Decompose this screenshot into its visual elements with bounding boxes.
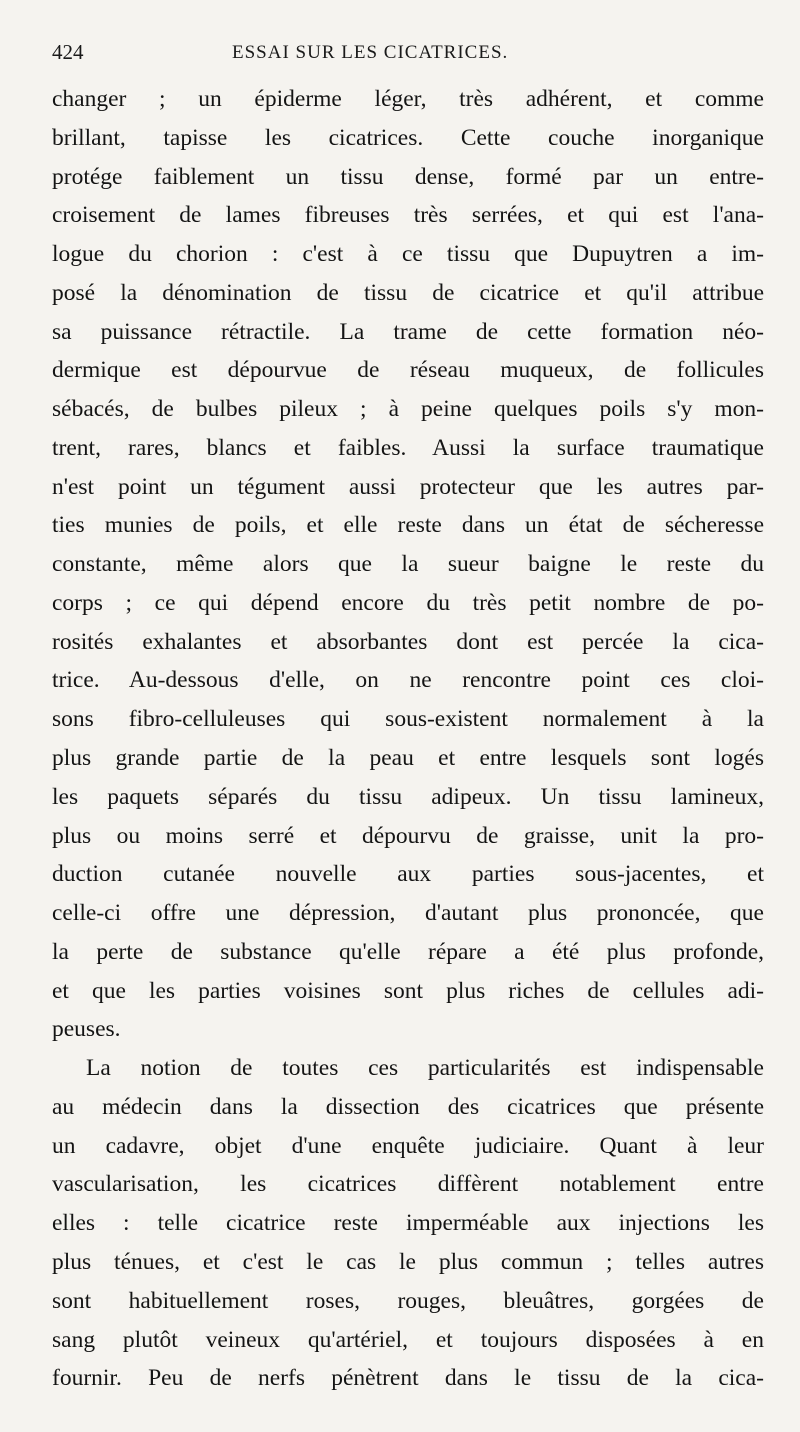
page-number: 424	[52, 40, 84, 64]
text-line: trent, rares, blancs et faibles. Aussi la surface traumatique	[52, 434, 764, 461]
text-line: et que les parties voisines sont plus riches de cellules adi-	[52, 977, 764, 1004]
text-line: protége faiblement un tissu dense, formé par un entre-	[52, 163, 764, 190]
text-line: ties munies de poils, et elle reste dans un état de sécheresse	[52, 512, 764, 539]
text-line: changer ; un épiderme léger, très adhérent, et comme	[52, 86, 764, 112]
text-line: constante, même alors que la sueur baigne le reste du	[52, 551, 764, 578]
paragraph-first-line: La notion de toutes ces particularités est indispensable	[86, 1055, 764, 1082]
text-line: vascularisation, les cicatrices diffèrent notablement entre	[52, 1171, 764, 1198]
text-line: rosités exhalantes et absorbantes dont est percée la cica-	[52, 628, 764, 655]
text-line: plus grande partie de la peau et entre lesquels sont logés	[52, 745, 764, 772]
text-line: sang plutôt veineux qu'artériel, et toujours disposées à en	[52, 1326, 764, 1353]
text-line: duction cutanée nouvelle aux parties sous-jacentes, et	[52, 861, 764, 888]
text-line: corps ; ce qui dépend encore du très petit nombre de po-	[52, 589, 764, 616]
text-line: sons fibro-celluleuses qui sous-existent normalement à la	[52, 706, 764, 733]
text-line: logue du chorion : c'est à ce tissu que Dupuytren a im-	[52, 241, 764, 268]
body-text	[52, 80, 764, 1398]
text-line: un cadavre, objet d'une enquête judiciaire. Quant à leur	[52, 1132, 764, 1159]
text-line: sébacés, de bulbes pileux ; à peine quelques poils s'y mon-	[52, 396, 764, 423]
text-line: trice. Au-dessous d'elle, on ne rencontre point ces cloi-	[52, 667, 764, 694]
text-line: celle-ci offre une dépression, d'autant plus prononcée, que	[52, 900, 764, 927]
text-line: la perte de substance qu'elle répare a été plus profonde,	[52, 938, 764, 965]
text-line: dermique est dépourvue de réseau muqueux, de follicules	[52, 357, 764, 384]
text-line: sa puissance rétractile. La trame de cette formation néo-	[52, 318, 764, 345]
running-title: ESSAI SUR LES CICATRICES.	[232, 42, 509, 63]
text-line: les paquets séparés du tissu adipeux. Un tissu lamineux,	[52, 783, 764, 810]
text-line: elles : telle cicatrice reste imperméable aux injections les	[52, 1210, 764, 1237]
text-line: sont habituellement roses, rouges, bleuâtres, gorgées de	[52, 1287, 764, 1314]
paragraph-last-line: peuses.	[52, 1016, 121, 1043]
text-line: posé la dénomination de tissu de cicatrice et qu'il attribue	[52, 279, 764, 306]
text-line: plus ou moins serré et dépourvu de graisse, unit la pro-	[52, 822, 764, 849]
text-line: fournir. Peu de nerfs pénètrent dans le tissu de la cica-	[52, 1365, 764, 1392]
page-header	[52, 40, 762, 74]
text-line: n'est point un tégument aussi protecteur que les autres par-	[52, 473, 764, 500]
text-line: brillant, tapisse les cicatrices. Cette couche inorganique	[52, 124, 764, 151]
text-line: au médecin dans la dissection des cicatrices que présente	[52, 1093, 764, 1120]
text-line: croisement de lames fibreuses très serrées, et qui est l'ana-	[52, 202, 764, 229]
text-line: plus ténues, et c'est le cas le plus commun ; telles autres	[52, 1248, 764, 1275]
